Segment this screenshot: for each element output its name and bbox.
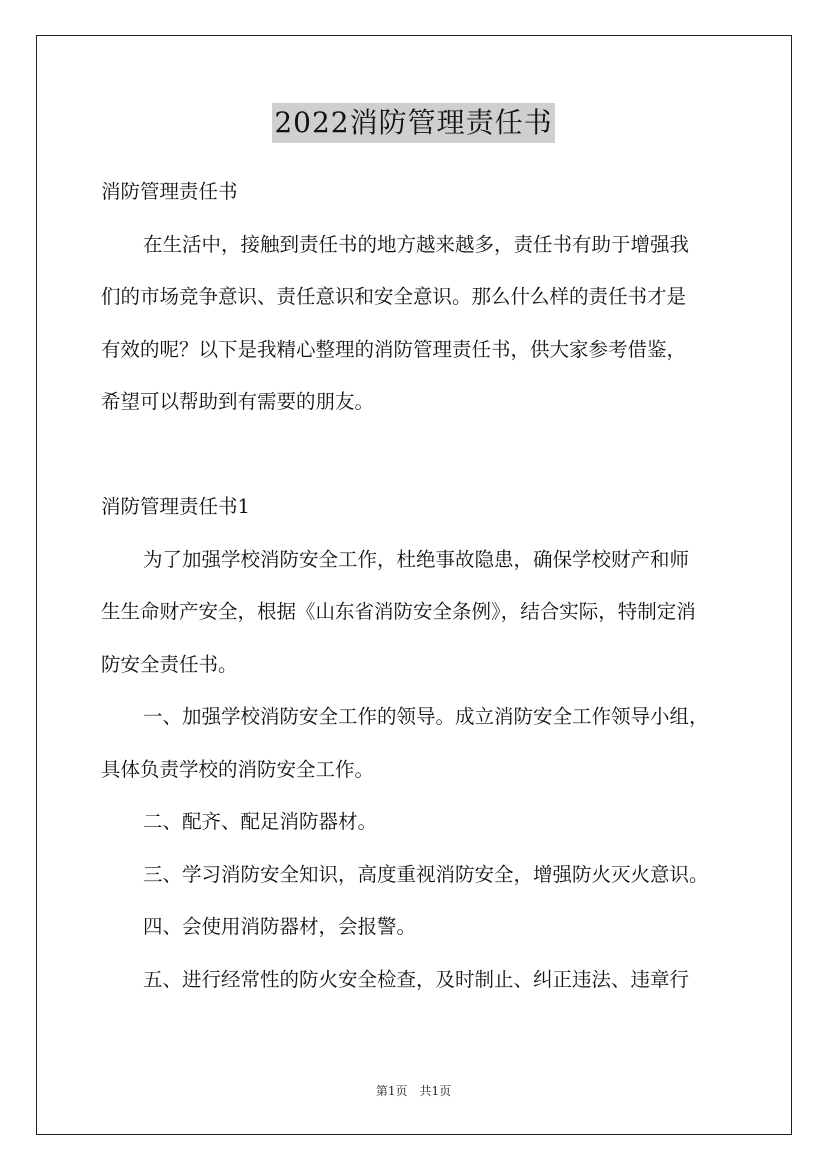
page-footer [0, 1082, 827, 1099]
section-paragraph-line: 生生命财产安全，根据《山东省消防安全条例》，结合实际，特制定消 [101, 600, 696, 623]
section-paragraph-line: 一、加强学校消防安全工作的领导。成立消防安全工作领导小组， [143, 705, 709, 728]
section-paragraph-line: 防安全责任书。 [101, 652, 238, 676]
section-paragraph-line: 三、学习消防安全知识，高度重视消防安全，增强防火灭火意识。 [143, 862, 709, 886]
section-paragraph-line: 四、会使用消防器材，会报警。 [143, 915, 417, 938]
intro-paragraph-line: 有效的呢？以下是我精心整理的消防管理责任书，供大家参考借鉴， [101, 337, 687, 361]
subtitle: 消防管理责任书 [101, 180, 238, 203]
intro-paragraph-line: 希望可以帮助到有需要的朋友。 [101, 390, 375, 413]
page-number-label: 第1页 共1页 [375, 1084, 452, 1098]
intro-paragraph-line: 在生活中，接触到责任书的地方越来越多，责任书有助于增强我 [143, 232, 690, 256]
document-body [101, 172, 751, 1012]
section-paragraph-line: 二、配齐、配足消防器材。 [143, 810, 378, 833]
title-wrap [0, 103, 827, 143]
section-paragraph-line: 为了加强学校消防安全工作，杜绝事故隐患，确保学校财产和师 [143, 547, 690, 571]
section-heading: 消防管理责任书1 [101, 495, 250, 518]
section-paragraph-line: 具体负责学校的消防安全工作。 [101, 757, 375, 781]
intro-paragraph-line: 们的市场竞争意识、责任意识和安全意识。那么什么样的责任书才是 [101, 285, 687, 308]
document-title: 2022消防管理责任书 [272, 103, 554, 143]
paragraph-gap [101, 435, 751, 488]
section-paragraph-line: 五、进行经常性的防火安全检查，及时制止、纠正违法、违章行 [143, 967, 690, 991]
